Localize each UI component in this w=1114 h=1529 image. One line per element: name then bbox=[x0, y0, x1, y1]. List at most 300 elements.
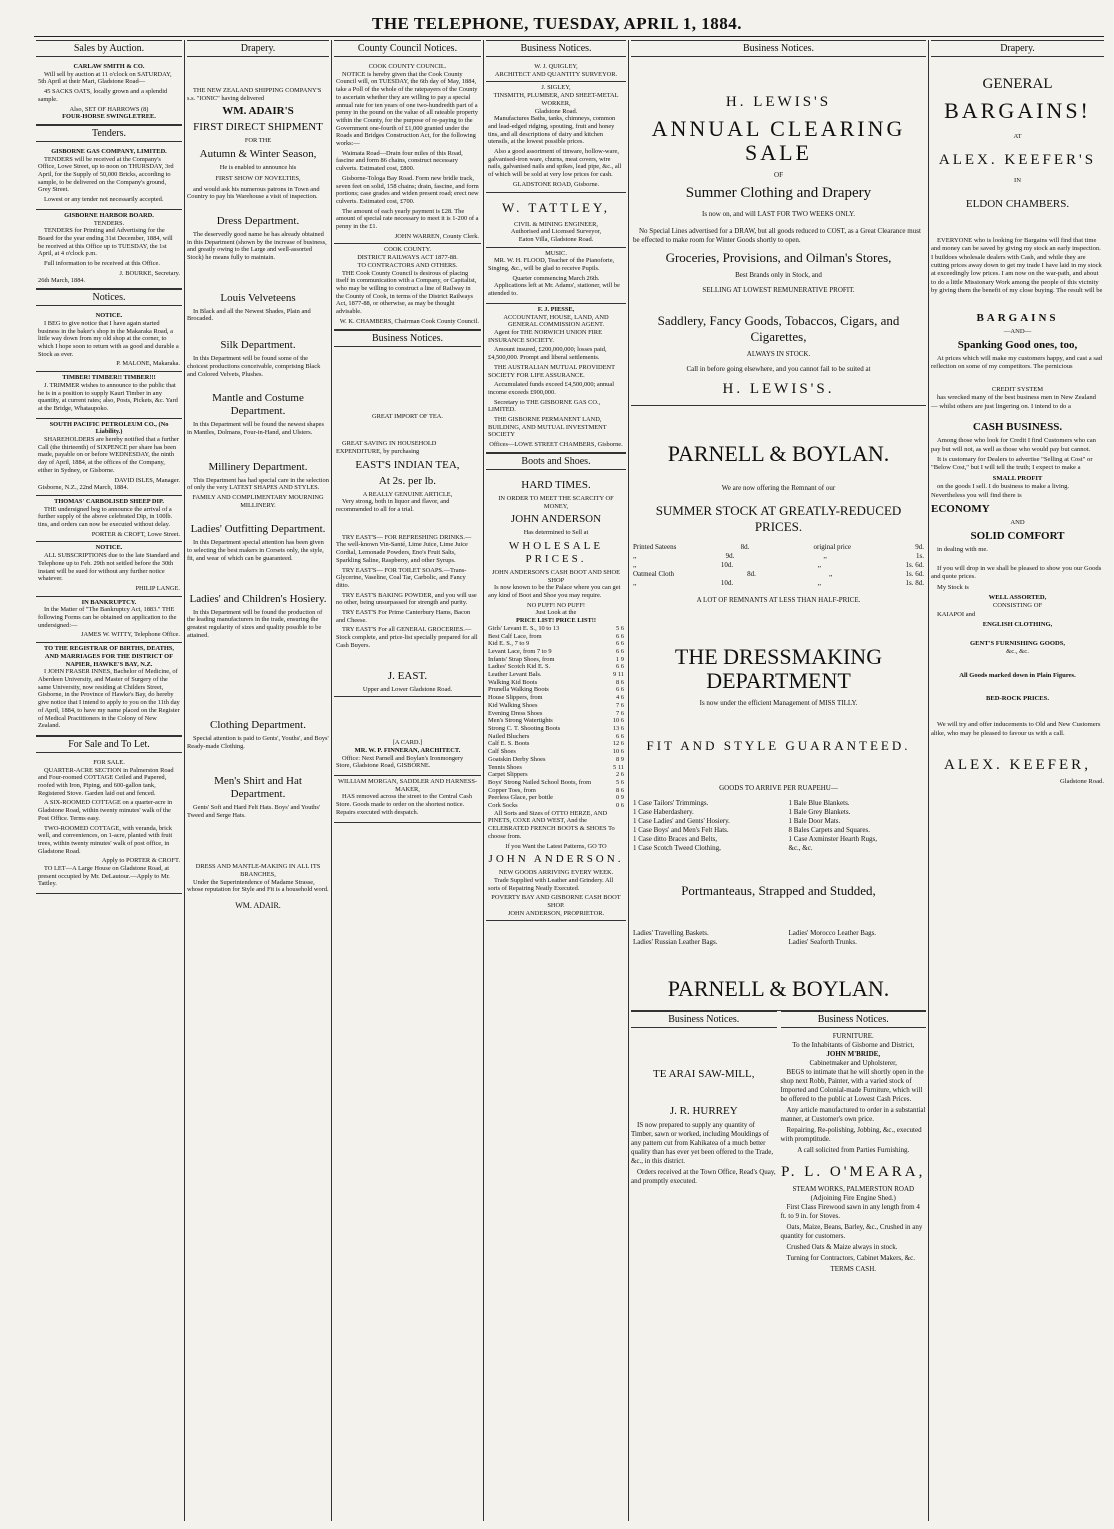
column-divider bbox=[184, 40, 185, 1521]
ad-text: Full information to be received at this Office. bbox=[44, 260, 160, 268]
column-5 bbox=[631, 40, 926, 1521]
section-header-business: Business Notices. bbox=[334, 330, 481, 347]
ad-text: Is now known to be the Palace where you can get any kind of Boot and Shoe you may require. bbox=[488, 584, 621, 600]
ad-text: A LOT OF REMNANTS AT LESS THAN HALF-PRICE. bbox=[696, 596, 861, 604]
fabric-orig-price: 1s. 6d. bbox=[905, 561, 924, 569]
ad-text: In this Department will be found the newest shapes in Mantles, Dolmans, Four-in-Hand, and Ulsters. bbox=[187, 421, 324, 436]
ad-text: Gents' Soft and Hard Felt Hats. Boys' and Youths' Tweed and Serge Hats. bbox=[187, 803, 321, 819]
ad-subtitle: TO CONTRACTORS AND OTHERS. bbox=[357, 261, 458, 269]
parnell-boylan-heading: PARNELL & BOYLAN. bbox=[667, 441, 890, 466]
list-item: Ladies' Travelling Baskets. bbox=[633, 929, 709, 937]
price-row bbox=[488, 717, 624, 725]
price-item: Tennis Shoes bbox=[488, 763, 522, 771]
price-item: Ladies' Scotch Kid E. S. bbox=[488, 663, 551, 671]
fabric-orig-label: original price bbox=[813, 543, 852, 551]
groceries-heading: Groceries, Provisions, and Oilman's Stores, bbox=[665, 250, 892, 265]
price-item: Evening Dress Shoes bbox=[488, 709, 543, 717]
lewis-ad bbox=[631, 61, 926, 406]
ad-text: A call solicited from Parties Furnishing. bbox=[797, 1146, 910, 1154]
tea-ad bbox=[334, 351, 481, 698]
fabric-item: Printed Sateens bbox=[633, 543, 677, 551]
price-item: Kid Walking Shoes bbox=[488, 701, 538, 709]
summer-clothing-heading: Summer Clothing and Drapery bbox=[685, 185, 872, 201]
ad-signature: JAMES W. WITTY, Telephone Office. bbox=[80, 631, 180, 639]
fabric-item: Oatmeal Cloth bbox=[633, 570, 675, 578]
ad-text: Very strong, both in liquor and flavor, and recommended to all for a trial. bbox=[336, 498, 450, 514]
ad-title: NOTICE. bbox=[95, 544, 123, 552]
price-row bbox=[488, 625, 624, 633]
music-ad bbox=[486, 248, 626, 304]
price-value: 5 11 bbox=[613, 763, 624, 771]
price-row bbox=[488, 702, 624, 710]
notice-ad bbox=[36, 310, 182, 372]
ad-text: SHAREHOLDERS are hereby notified that a further Call (the thirteenth) of SIXPENCE per share has been made, payable on or before WEDNESDAY, the ninth day of April, 1884, at the offices of the Company, either in Sydney, or Gisborne. bbox=[38, 436, 179, 474]
ad-text: In Black and all the Newest Shades, Plain and Brocaded. bbox=[187, 307, 311, 323]
price-list bbox=[488, 625, 624, 810]
ad-text: We will try and offer inducements to Old and New Customers alike, who may be pleased to favour us with a call. bbox=[931, 721, 1101, 737]
ad-text: on the goods I sell. I do business to make a living. Nevertheless you will find there is bbox=[931, 483, 1070, 499]
price-row bbox=[488, 725, 624, 733]
ad-text: Lowest or any tender not necessarily accepted. bbox=[44, 196, 164, 204]
list-item: Ladies' Russian Leather Bags. bbox=[633, 938, 718, 946]
well-assorted-heading: WELL ASSORTED, bbox=[988, 593, 1047, 601]
list-item: 1 Bale Door Mats. bbox=[788, 817, 841, 825]
keefer-heading: ALEX. KEEFER'S bbox=[938, 152, 1097, 169]
fabric-price-list bbox=[633, 543, 924, 588]
ad-subtitle: Authorised and Licensed Surveyor, bbox=[510, 228, 602, 236]
tattley-ad bbox=[486, 193, 626, 248]
fabric-orig-label: ,, bbox=[828, 570, 833, 578]
section-header-business: Business Notices. bbox=[486, 40, 626, 57]
list-item: 1 Case Ladies' and Gents' Hosiery. bbox=[633, 817, 730, 825]
ad-title: NOTICE. bbox=[95, 312, 123, 320]
list-item: 1 Bale Blue Blankets. bbox=[788, 799, 850, 807]
saddler-ad bbox=[334, 776, 481, 823]
ad-text: IN ORDER TO MEET THE SCARCITY OF MONEY, bbox=[498, 494, 614, 510]
ad-text: (Adjoining Fire Engine Shed.) bbox=[810, 1194, 896, 1202]
ad-text: Gladstone Road. bbox=[1060, 778, 1104, 786]
list-item: 1 Case Tailors' Trimmings. bbox=[633, 799, 709, 807]
ad-text: We are now offering the Remnant of our bbox=[721, 484, 836, 492]
list-item: 1 Case Boys' and Men's Felt Hats. bbox=[633, 826, 729, 834]
price-row bbox=[488, 679, 624, 687]
bedrock-prices-heading: BED-ROCK PRICES. bbox=[985, 694, 1049, 702]
ad-text: —AND— bbox=[1003, 327, 1032, 335]
price-item: Best Calf Lace, from bbox=[488, 632, 542, 640]
ad-title: W. TATTLEY, bbox=[502, 199, 610, 215]
dressmaking-heading: DRESS AND MANTLE-MAKING IN ALL ITS BRANCHES, bbox=[195, 863, 321, 878]
ad-text: TWO-ROOMED COTTAGE, with veranda, brick well, and conveniences, on 1-acre, planted with fruit trees, within twenty minutes' walk of post office, in Gladstone Road. bbox=[38, 824, 173, 855]
hosiery-dept-heading: Ladies' and Children's Hosiery. bbox=[189, 592, 327, 605]
column-2 bbox=[187, 40, 329, 1521]
mcbride-heading: JOHN M'BRIDE, bbox=[826, 1050, 881, 1058]
ad-title: F. J. PIESSE, bbox=[537, 305, 575, 313]
price-row bbox=[488, 740, 624, 748]
mantle-dept-heading: Mantle and Costume Department. bbox=[212, 392, 304, 418]
ad-text: ALL SUBSCRIPTIONS due to the late Standard and Telephone up to Feb. 29th not settled before the 30th instant will be sued for without any further notice whatever. bbox=[38, 552, 180, 583]
ad-title: IN BANKRUPTCY. bbox=[81, 598, 137, 606]
ad-signature: PORTER & CROFT, Lowe Street. bbox=[91, 530, 180, 538]
ad-signature: WM. ADAIR. bbox=[235, 901, 281, 911]
auction-text: Will sell by auction at 11 o'clock on SATURDAY, 5th April at their Mart, Gladstone Road— bbox=[38, 70, 172, 86]
ad-text: ALWAYS IN STOCK. bbox=[746, 350, 811, 358]
ad-text: and would ask his numerous patrons in Town and Country to pay his Warehouse a visit of inspection. bbox=[187, 185, 320, 201]
clothing-dept-heading: Clothing Department. bbox=[210, 719, 306, 732]
subscription-notice bbox=[36, 542, 182, 596]
ad-text: Also a good assortment of tinware, hollow-ware, galvanised-iron ware, churns, meat covers, wire nails, galvanised nails and spikes, lead pipe, &c., all of which will be sold at very low prices for cash. bbox=[488, 148, 622, 179]
wholesale-heading: WHOLESALE PRICES. bbox=[508, 539, 604, 565]
price-item: Prunella Walking Boots bbox=[488, 686, 549, 694]
ad-text: FAMILY AND COMPLIMENTARY MOURNING MILLINERY. bbox=[192, 494, 324, 509]
fabric-row bbox=[633, 561, 924, 570]
bargains-heading: BARGAINS bbox=[976, 311, 1059, 324]
masthead: THE TELEPHONE, TUESDAY, APRIL 1, 1884. bbox=[372, 14, 742, 33]
fabric-orig-label: ,, bbox=[817, 561, 822, 569]
list-item: 8 Bales Carpets and Squares. bbox=[788, 826, 870, 834]
ad-text: A SIX-ROOMED COTTAGE on a quarter-acre in Gladstone Road, within twenty minutes' walk of the Post Office. Terms easy. bbox=[38, 799, 173, 822]
ad-text: Secretary to THE GISBORNE GAS CO., LIMITED. bbox=[488, 398, 601, 414]
ad-text: He is enabled to announce his bbox=[219, 164, 297, 172]
ad-text: Manufactures Baths, tanks, chimneys, common and lead-edged ridging, spouting, fruit and honey tins, and all descriptions of dairy and kitchen utensils, at the lowest possible prices. bbox=[488, 115, 616, 146]
price-row bbox=[488, 710, 624, 718]
price-item: Calf E. S. Boots bbox=[488, 740, 530, 748]
ad-signature: W. K. CHAMBERS, Chairman Cook County Council. bbox=[339, 317, 479, 325]
price-item: Boys' Strong Nailed School Boots, from bbox=[488, 778, 592, 786]
price-value: 6 6 bbox=[616, 686, 624, 694]
ad-subtitle: CIVIL & MINING ENGINEER, bbox=[514, 220, 598, 228]
ad-text: My Stock is bbox=[937, 583, 969, 591]
ad-text: GLADSTONE ROAD, Gisborne. bbox=[512, 180, 600, 188]
section-header-tenders: Tenders. bbox=[36, 125, 182, 142]
ad-text: IS now prepared to supply any quantity of Timber, sawn or worked, including Mouldings of any pattern cut from Kahikatea of a much better quality than has ever yet been offered to the Trade, &c., in this district. bbox=[631, 1121, 774, 1165]
price-row bbox=[488, 779, 624, 787]
ad-text: Special attention is paid to Gents', Youths', and Boys' Ready-made Clothing. bbox=[187, 735, 329, 751]
ad-text: SELLING AT LOWEST REMUNERATIVE PROFIT. bbox=[702, 286, 855, 294]
auction-item: Also, SET OF HARROWS (8) bbox=[69, 105, 149, 113]
price-row bbox=[488, 802, 624, 810]
price-value: 6 6 bbox=[616, 647, 624, 655]
ad-text: The deservedly good name he has already obtained in this Department (shown by the increase of business, and greatly owing to the Large and well-assorted Stock) he means fully to maintain. bbox=[187, 230, 327, 262]
list-item: &c., &c. bbox=[788, 844, 813, 852]
gas-tender-ad bbox=[36, 146, 182, 210]
shipment-heading: FIRST DIRECT SHIPMENT bbox=[193, 121, 323, 134]
section-header-boots: Boots and Shoes. bbox=[486, 453, 626, 470]
ad-signature: JOHN ANDERSON, PROPRIETOR. bbox=[507, 909, 605, 917]
ad-text: IN bbox=[1014, 177, 1021, 185]
ad-text: The amount of each yearly payment is £28. The amount of special rate necessary to meet it is 1-200 of a penny in the £1. bbox=[336, 207, 479, 231]
price-row bbox=[488, 764, 624, 772]
ad-text: THE NEW ZEALAND SHIPPING COMPANY'S s.s. "IONIC" having delivered bbox=[187, 87, 322, 102]
shirt-dept-heading: Men's Shirt and Hat Department. bbox=[214, 774, 302, 800]
price-row bbox=[488, 663, 624, 671]
bags-list bbox=[633, 929, 924, 947]
ad-title: WILLIAM MORGAN, SADDLER AND HARNESS-MAKER, bbox=[338, 778, 477, 793]
ad-text: I JOHN FRASER INNES, Bachelor of Medicine, of Aberdeen University, and Master of Surgery of the same University, now residing at Childers Street, Gisborne, in the Province of Hawke's Bay, do hereby give notice that I intend to apply to you on the 11th day of April, 1884, to have my name placed on the Register of Medical Practitioners in the Colony of New Zealand. bbox=[38, 668, 180, 730]
ad-text: CONSISTING OF bbox=[992, 602, 1043, 610]
price-value: 2 6 bbox=[616, 771, 624, 779]
fabric-orig-price: 1s. 8d. bbox=[905, 579, 924, 587]
price-item: Levant Lace, from 7 to 9 bbox=[488, 647, 552, 655]
price-value: 13 6 bbox=[612, 725, 624, 732]
ad-text: TENDERS for Printing and Advertising for the Board for the year ending 31st December, 1884, will be received at this Office up to TUESDAY, the 1st April, at 4 o'clock p.m. bbox=[38, 227, 173, 258]
credit-heading: CREDIT SYSTEM bbox=[991, 385, 1044, 393]
ad-text: In this Department will be found the production of the leading manufacturers in the trade, ensuring the greatest regularity of sizes and quality possible to be attained. bbox=[187, 608, 323, 639]
ad-signature: JOHN WARREN, County Clerk. bbox=[394, 232, 479, 240]
price-value: 10 6 bbox=[612, 748, 624, 756]
price-value: 10 6 bbox=[612, 717, 624, 725]
price-value: 0 9 bbox=[616, 794, 624, 802]
parnell-boylan-ad bbox=[631, 406, 926, 1011]
price-item: Cork Socks bbox=[488, 802, 518, 810]
ad-title: SOUTH PACIFIC PETROLEUM CO., (No Liability.) bbox=[49, 420, 169, 436]
ad-subtitle: TENDERS. bbox=[93, 219, 125, 227]
ad-text: QUARTER-ACRE SECTION in Palmerston Road and Four-roomed COTTAGE Ceiled and Papered, roofed with Iron, Piping, and 600-gallon tank, Registered Stove. Garden laid out and fenced. bbox=[38, 766, 174, 797]
column-divider bbox=[331, 40, 332, 1521]
sheep-dip-ad bbox=[36, 496, 182, 543]
novelties-heading: FIRST SHOW OF NOVELTIES, bbox=[215, 174, 301, 182]
anderson-name: JOHN ANDERSON bbox=[510, 513, 602, 526]
fabric-item: ,, bbox=[633, 579, 637, 587]
goods-list-left bbox=[633, 799, 769, 853]
ad-text: TRY EAST'S— FOR REFRESHING DRINKS.—The well-known Vin-Santé, Lime Juice, Lime Juice Cordial, Lemonade Powders, Eno's Fruit Salts, Sparkling Saline, Raspberry, and other Syrups. bbox=[336, 533, 472, 564]
section-header-auction: Sales by Auction. bbox=[36, 40, 182, 57]
price-value: 6 6 bbox=[616, 732, 624, 740]
ad-text: GREAT SAVING IN HOUSEHOLD EXPENDITURE, by purchasing bbox=[336, 440, 437, 455]
economy-heading: ECONOMY bbox=[931, 502, 990, 515]
ad-text: OF bbox=[774, 171, 783, 179]
price-value: 8 6 bbox=[616, 678, 624, 686]
ad-text: Quarter commencing March 26th. bbox=[512, 274, 600, 282]
price-value: 5 6 bbox=[616, 778, 624, 786]
english-clothing-heading: ENGLISH CLOTHING, bbox=[982, 621, 1053, 629]
price-item: Kid E. S., 7 to 9 bbox=[488, 640, 530, 648]
ad-text: EVERYONE who is looking for Bargains will find that time and money can be saved by giving my stock an early inspection. I buildoes wholesale dealers with Cash, and while they are cutting prices away down to get my trade I have laid in my stock at exceedingly low prices. I am now on the war-path, and about to do a little Missionary Work among the people of this vicinity by giving them the benefit of my close buying. The result will be bbox=[931, 236, 1103, 295]
fabric-now-price: 8d. bbox=[740, 543, 750, 551]
anderson-ad bbox=[486, 474, 626, 922]
saw-mill-column bbox=[631, 1011, 777, 1274]
quigley-ad bbox=[486, 61, 626, 82]
bags-list-left bbox=[633, 929, 769, 947]
list-item: 1 Case Scotch Tweed Clothing, bbox=[633, 844, 721, 852]
ad-text: Turning for Contractors, Cabinet Makers, &c. bbox=[786, 1254, 915, 1262]
ad-text: No Special Lines advertised for a DRAW, but all goods reduced to COST, as a Great Clearance must be effected to make room for Winter Goods shortly to open. bbox=[633, 227, 921, 244]
price-row bbox=[488, 671, 624, 679]
price-row bbox=[488, 787, 624, 795]
price-item: Carpet Slippers bbox=[488, 771, 528, 779]
section-header-drapery: Drapery. bbox=[931, 40, 1104, 57]
price-item: Leather Levant Bals. bbox=[488, 671, 542, 679]
ad-text: All Sorts and Sizes of OTTO HERZE, AND PINETS, COXE AND WEST, And the CELEBRATED FRENCH BOOTS & SHOES To choose from. bbox=[488, 809, 615, 840]
portmanteaus-heading: Portmanteaus, Strapped and Studded, bbox=[681, 883, 876, 898]
ad-text: Accumulated funds exceed £4,500,000; annual income exceeds £900,000. bbox=[488, 381, 614, 396]
ad-signature: J. BOURKE, Secretary. bbox=[119, 269, 180, 277]
ad-text: THE undersigned beg to announce the arrival of a further supply of the above celebrated Dip, in 100lb. tins, and orders can now be executed without delay. bbox=[38, 505, 173, 529]
section-header-business: Business Notices. bbox=[631, 1011, 777, 1028]
ad-text: KAIAPOI and bbox=[937, 610, 976, 618]
ad-text: It is customary for Dealers to advertise "Selling at Cost" or "Below Cost," but I will tell the truth; I expect to make a bbox=[931, 455, 1093, 472]
council-notice bbox=[334, 61, 481, 244]
ad-text: NEW GOODS ARRIVING EVERY WEEK. bbox=[498, 869, 614, 877]
silk-dept-heading: Silk Department. bbox=[220, 339, 296, 352]
goods-list bbox=[633, 799, 924, 853]
price-row bbox=[488, 756, 624, 764]
fabric-now-price: 10d. bbox=[720, 561, 734, 569]
fit-style-heading: FIT AND STYLE GUARANTEED. bbox=[646, 738, 911, 753]
ad-signature: DAVID ISLES, Manager. bbox=[114, 476, 180, 484]
ad-text: If you Want the Latest Patterns, GO TO bbox=[505, 842, 607, 850]
ad-text: TRY EAST'S— FOR TOILET SOAPS.—Trans-Glycerine, Vaseline, Coal Tar, Carbolic, and Fancy ditto. bbox=[336, 566, 467, 589]
ad-text: TRY EAST'S BAKING POWDER, and you will use no other, being unsurpassed for strength and purity. bbox=[336, 591, 477, 607]
ad-text: A REALLY GENUINE ARTICLE, bbox=[362, 490, 453, 498]
solid-comfort-heading: SOLID COMFORT bbox=[970, 530, 1065, 543]
ad-text: Has determined to Sell at bbox=[523, 529, 589, 537]
ad-text: Best Brands only in Stock, and bbox=[735, 271, 822, 279]
small-profit-heading: SMALL PROFIT bbox=[992, 474, 1043, 482]
ad-text: Any article manufactured to order in a substantial manner, at Customer's own price. bbox=[780, 1106, 926, 1123]
ad-text: Amount insured, £200,000,000; losses paid, £4,500,000. Prompt and liberal settlements. bbox=[488, 346, 607, 362]
hurrey-heading: J. R. HURREY bbox=[669, 1105, 738, 1117]
ad-text: Just Look at the bbox=[535, 609, 577, 617]
column-divider bbox=[928, 40, 929, 1521]
fabric-orig-label: ,, bbox=[817, 579, 822, 587]
fabric-now-price: 10d. bbox=[720, 579, 734, 587]
ad-text: AND bbox=[1010, 518, 1025, 526]
ad-text: Waimata Road—Drain four miles of this Road, fascine and form 86 chains, construct necessary culverts. Estimated cost, £800. bbox=[336, 149, 463, 173]
sigley-ad bbox=[486, 82, 626, 192]
price-value: 12 6 bbox=[612, 740, 624, 748]
fabric-now-price: 8d. bbox=[747, 570, 756, 578]
ad-title: COOK COUNTY. bbox=[383, 246, 432, 254]
ad-signature: P. MALONE, Makaraka. bbox=[116, 360, 180, 368]
price-row bbox=[488, 794, 624, 802]
ad-text: NOTICE is hereby given that the Cook County Council will, on TUESDAY, the 6th day of May, 1884, take a Poll of the whole of the ratepayers of the County to ascertain whether they are willing to pay a special annual rate for ten years of one two-hundredth part of a penny in the pound on the value of all rateable property within the County, for the purpose of re-paying to the Government one-fourth of £1,000 granted under the Roads and Bridges Construction Act, for the following works:— bbox=[336, 70, 478, 148]
ad-text: Orders received at the Town Office, Read's Quay, and promptly executed. bbox=[631, 1168, 776, 1185]
price-row bbox=[488, 694, 624, 702]
ad-subtitle: STEAM WORKS, PALMERSTON ROAD bbox=[792, 1185, 915, 1193]
fabric-row bbox=[633, 570, 924, 579]
list-item: 1 Bale Grey Blankets. bbox=[788, 808, 851, 816]
dress-dept-heading: Dress Department. bbox=[216, 214, 300, 227]
fabric-orig-price: 1s. bbox=[915, 552, 924, 560]
ad-text: Eaton Villa, Gladstone Road. bbox=[518, 235, 594, 243]
auction-firm: CARLAW SMITH & CO. bbox=[73, 63, 145, 70]
ad-title: HARD TIMES. bbox=[521, 478, 591, 491]
ad-text: Under the Superintendence of Madame Strasse, whose reputation for Style and Fit is a household word. bbox=[187, 878, 329, 894]
ad-title: GREAT IMPORT OF TEA. bbox=[372, 412, 443, 420]
price-item: Copper Toes, from bbox=[488, 786, 536, 794]
tea-name: EAST'S INDIAN TEA, bbox=[355, 458, 460, 471]
saw-mill-heading: TE ARAI SAW-MILL, bbox=[653, 1068, 755, 1080]
piesse-ad bbox=[486, 304, 626, 453]
ad-title: GISBORNE GAS COMPANY, LIMITED. bbox=[51, 147, 167, 155]
ad-text: At prices which will make my customers happy, and cast a sad reflection on some of my competitors. The pernicious bbox=[931, 355, 1103, 371]
fabric-item: ,, bbox=[633, 552, 637, 560]
ad-text: MR. W. H. FLOOD, Teacher of the Pianoforte, Singing, &c., will be glad to receive Pupils. bbox=[488, 257, 615, 273]
ad-text: If you will drop in we shall be pleased to show you our Goods and quote prices. bbox=[931, 564, 1102, 581]
price-item: Men's Strong Watertights bbox=[488, 717, 553, 725]
price-row bbox=[488, 656, 624, 664]
registrar-notice bbox=[36, 643, 182, 736]
plain-figures-text: All Goods marked down in Plain Figures. bbox=[959, 672, 1076, 680]
price-row bbox=[488, 633, 624, 641]
column-1 bbox=[36, 40, 182, 1521]
fabric-row bbox=[633, 579, 924, 588]
price-item: Infants' Strap Shoes, from bbox=[488, 655, 555, 663]
price-item: Peerless Glace, per bottle bbox=[488, 794, 553, 802]
goods-list-right bbox=[789, 799, 925, 853]
ad-text: TERMS CASH. bbox=[830, 1265, 876, 1273]
fabric-row bbox=[633, 543, 924, 552]
ad-text: THE AUSTRALIAN MUTUAL PROVIDENT SOCIETY FOR LIFE ASSURANCE. bbox=[488, 363, 615, 379]
ad-text: Crushed Oats & Maize always in stock. bbox=[786, 1243, 898, 1251]
general-heading: GENERAL bbox=[982, 76, 1053, 92]
clearing-sale-heading: ANNUAL CLEARING SALE bbox=[651, 116, 906, 165]
ad-title: W. J. QUIGLEY, bbox=[534, 63, 578, 70]
price-value: 5 6 bbox=[616, 624, 624, 632]
price-value: 6 6 bbox=[616, 640, 624, 648]
price-value: 6 6 bbox=[616, 632, 624, 640]
dressmaking-heading: THE DRESSMAKING DEPARTMENT bbox=[674, 644, 883, 693]
bankruptcy-notice bbox=[36, 597, 182, 644]
ad-text: NO PUFF! NO PUFF! bbox=[526, 601, 586, 609]
fabric-row bbox=[633, 552, 924, 561]
ad-signature: PHILIP LANGE. bbox=[135, 584, 180, 592]
railway-notice bbox=[334, 244, 481, 329]
section-header-for-sale: For Sale and To Let. bbox=[36, 736, 182, 753]
section-header-notices: Notices. bbox=[36, 289, 182, 306]
ad-text: Oats, Maize, Beans, Barley, &c., Crushed in any quantity for customers. bbox=[780, 1223, 923, 1240]
fabric-orig-price: 9d. bbox=[915, 543, 924, 551]
ad-text: Among those who look for Credit I find Customers who can pay but will not, as well as those who would pay but cannot. bbox=[931, 437, 1096, 453]
price-row bbox=[488, 648, 624, 656]
ad-title: FOR SALE. bbox=[93, 758, 125, 766]
lewis-heading: H. LEWIS'S bbox=[725, 94, 832, 110]
ad-text: AT bbox=[1013, 133, 1022, 140]
ladies-dept-heading: Ladies' Outfitting Department. bbox=[190, 523, 326, 536]
ad-text: Applications left at Mr. Adams', stationer, will be attended to. bbox=[488, 282, 620, 298]
ad-text: Call in before going elsewhere, and you cannot fail to be suited at bbox=[686, 365, 871, 373]
column-6 bbox=[931, 40, 1104, 1521]
ad-signature: J. EAST. bbox=[387, 669, 428, 682]
ad-subtitle: Cabinetmaker and Upholsterer, bbox=[809, 1059, 897, 1067]
fabric-orig-label: ,, bbox=[823, 552, 827, 560]
ad-text: TENDERS will be received at the Company's Office, Lowe Street, up to noon on THURSDAY, 3rd April, for the Supply of 50,000 Bricks, according to sample, to be delivered on the Company's ground, Grey Street. bbox=[38, 155, 174, 194]
omeara-heading: P. L. O'MEARA, bbox=[781, 1164, 926, 1180]
auction-ad bbox=[36, 61, 182, 125]
cash-business-heading: CASH BUSINESS. bbox=[972, 421, 1063, 434]
column-divider bbox=[628, 40, 629, 1521]
price-item: Calf Shoes bbox=[488, 748, 516, 756]
column-4 bbox=[486, 40, 626, 1521]
ad-title: MR. W. P. FINNERAN, ARCHITECT. bbox=[354, 746, 461, 754]
ad-text: in dealing with me. bbox=[937, 546, 988, 554]
lewis-heading: H. LEWIS'S. bbox=[722, 381, 835, 397]
section-header-business: Business Notices. bbox=[781, 1011, 927, 1028]
list-item: Ladies' Seaforth Trunks. bbox=[788, 938, 857, 946]
ad-text: TRY EAST'S For all GENERAL GROCERIES.—Stock complete, and price-list specially prepared for all Cash Buyers. bbox=[336, 626, 478, 649]
ad-text: HAS removed across the street to the Central Cash Store. Goods made to order on the shortest notice. Repairs executed with despatch. bbox=[336, 793, 472, 816]
price-item: Nailed Bluchers bbox=[488, 732, 530, 740]
architect-card bbox=[334, 697, 481, 776]
ad-text: In this Department will be found some of the choicest productions conceivable, comprising Black and Colored Velvets, Plushes. bbox=[187, 355, 321, 378]
ad-text: Gladstone Road. bbox=[534, 107, 578, 115]
price-list-heading: PRICE LIST! PRICE LIST!! bbox=[515, 617, 597, 625]
ad-text: BEGS to intimate that he will shortly open in the shop next Robb, Painter, with a varied stock of Imported and Colonial-made Furniture, which will be offered to the public at Lowest Cash Prices. bbox=[780, 1068, 924, 1103]
bottom-business-notices bbox=[631, 1011, 926, 1274]
ad-text: Office: Next Parnell and Boylan's Ironmongery Store, Gladstone Road, GISBORNE. bbox=[336, 754, 464, 770]
masthead-rule bbox=[34, 36, 1104, 37]
ad-subtitle: TINSMITH, PLUMBER, AND SHEET-METAL WORKER, bbox=[493, 92, 619, 107]
